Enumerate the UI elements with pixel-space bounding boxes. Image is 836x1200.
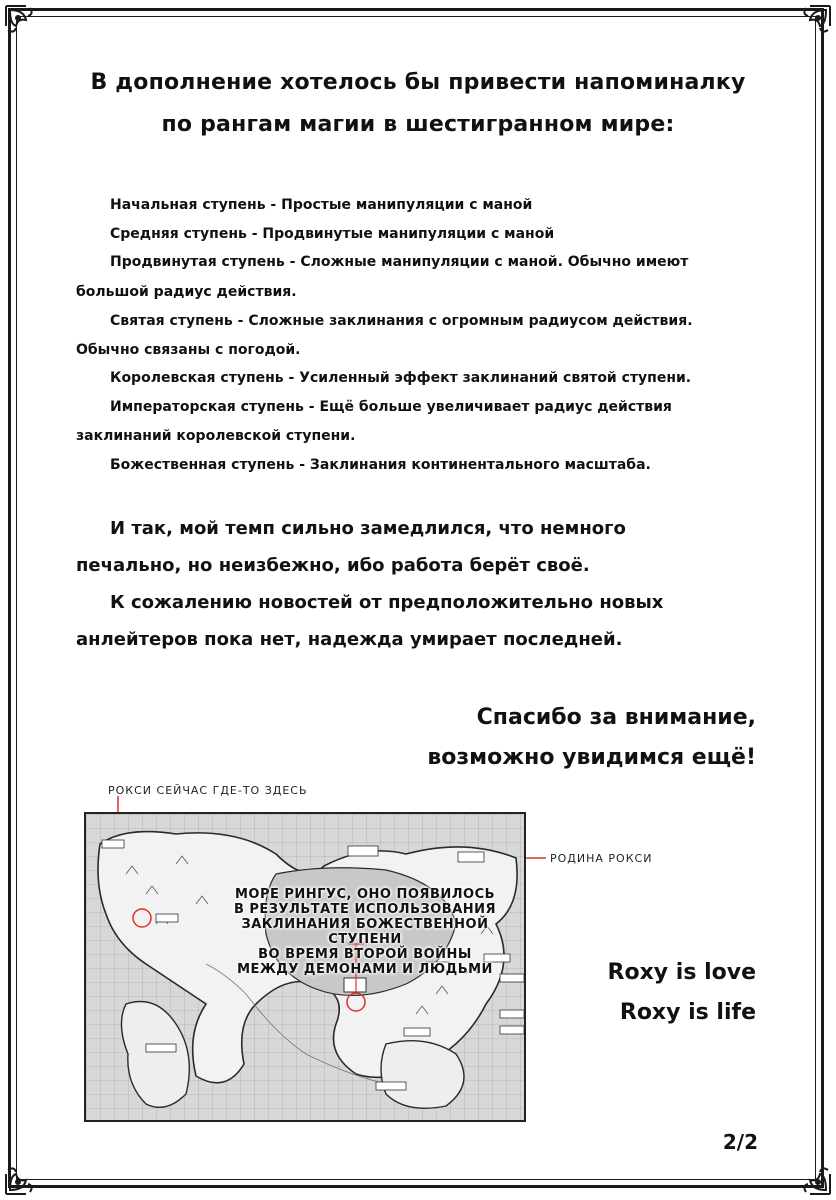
heading-line-2: по рангам магии в шестигранном мире:: [161, 112, 675, 137]
rank-intermediate: Средняя ступень - Продвинутые манипуляции с маной: [110, 226, 555, 242]
annotation-roxy-homeland: РОДИНА РОКСИ: [550, 852, 653, 865]
thanks-line-1: Спасибо за внимание,: [476, 705, 756, 730]
rank-advanced: Продвинутая ступень - Сложные манипуляции с маной. Обычно имеют: [110, 254, 689, 270]
roxy-line-1: Roxy is love: [607, 960, 756, 985]
paragraph-line-4: анлейтеров пока нет, надежда умирает последней.: [76, 629, 623, 650]
annotation-roxy-location: РОКСИ СЕЙЧАС ГДЕ-ТО ЗДЕСЬ: [108, 784, 308, 797]
page-number: 2/2: [722, 1130, 758, 1154]
rank-emperor-cont: заклинаний королевской ступени.: [76, 428, 356, 444]
rank-king: Королевская ступень - Усиленный эффект заклинаний святой ступени.: [110, 370, 692, 386]
map-note-line: ВО ВРЕМЯ ВТОРОЙ ВОЙНЫ: [258, 947, 472, 962]
rank-saint-cont: Обычно связаны с погодой.: [76, 342, 301, 358]
roxy-line-2: Roxy is life: [619, 1000, 756, 1025]
map-note-line: МОРЕ РИНГУС, ОНО ПОЯВИЛОСЬ: [234, 887, 496, 902]
rank-god: Божественная ступень - Заклинания континентального масштаба.: [110, 457, 651, 473]
map-note-line: В РЕЗУЛЬТАТЕ ИСПОЛЬЗОВАНИЯ: [233, 902, 497, 917]
rank-beginner: Начальная ступень - Простые манипуляции с маной: [110, 197, 533, 213]
rank-advanced-cont: большой радиус действия.: [76, 284, 297, 300]
map-note-line: МЕЖДУ ДЕМОНАМИ И ЛЮДЬМИ: [237, 962, 493, 977]
paragraph-line-1: И так, мой темп сильно замедлился, что немного: [110, 518, 626, 539]
map-note-line: ЗАКЛИНАНИЯ БОЖЕСТВЕННОЙ СТУПЕНИ: [241, 917, 489, 947]
paragraph-line-2: печально, но неизбежно, ибо работа берёт своё.: [76, 555, 590, 576]
world-map: [84, 812, 526, 1122]
paragraph-line-3: К сожалению новостей от предположительно новых: [110, 592, 664, 613]
rank-saint: Святая ступень - Сложные заклинания с огромным радиусом действия.: [110, 313, 693, 329]
map-note-ringus-sea: [204, 887, 526, 977]
rank-emperor: Императорская ступень - Ещё больше увеличивает радиус действия: [110, 399, 672, 415]
heading-line-1: В дополнение хотелось бы привести напоминалку: [90, 70, 746, 95]
thanks-line-2: возможно увидимся ещё!: [427, 745, 756, 770]
